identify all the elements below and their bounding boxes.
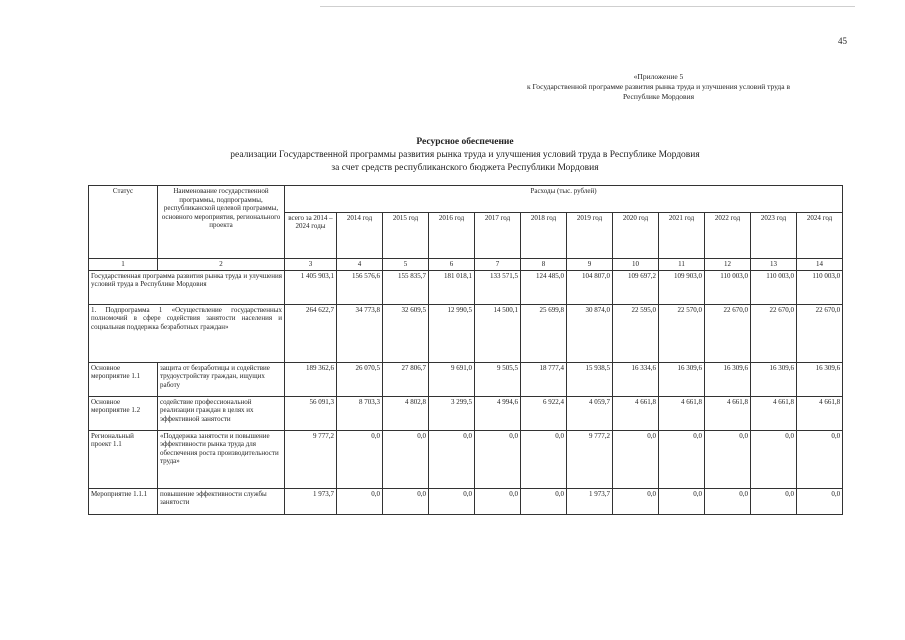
row-value: 8 703,3	[337, 396, 383, 430]
row-value: 4 661,8	[705, 396, 751, 430]
row-value: 22 670,0	[797, 304, 843, 362]
col-number: 5	[383, 259, 429, 271]
header-col-2015: 2015 год	[383, 212, 429, 258]
row-value: 0,0	[521, 488, 567, 514]
row-value: 22 595,0	[613, 304, 659, 362]
row-value: 155 835,7	[383, 270, 429, 304]
row-value: 0,0	[751, 430, 797, 488]
resource-table	[88, 185, 843, 515]
col-number: 10	[613, 259, 659, 271]
row-value: 109 903,0	[659, 270, 705, 304]
row-value: 110 003,0	[705, 270, 751, 304]
title-line-3: за счет средств республиканского бюджета Республики Мордовия	[331, 163, 599, 173]
header-col-2014: 2014 год	[337, 212, 383, 258]
table-row-state-program	[89, 270, 843, 304]
col-number: 7	[475, 259, 521, 271]
row-value: 22 670,0	[705, 304, 751, 362]
row-value: 32 609,5	[383, 304, 429, 362]
table-row	[89, 488, 843, 514]
row-name: «Поддержка занятости и повышение эффективности рынка труда для обеспечения роста производительности труда»	[158, 430, 285, 488]
row-value: 16 334,6	[613, 362, 659, 396]
header-col-2018: 2018 год	[521, 212, 567, 258]
row-value: 264 622,7	[285, 304, 337, 362]
col-number: 3	[285, 259, 337, 271]
appendix-line-1: «Приложение 5	[633, 72, 684, 81]
row-value: 16 309,6	[705, 362, 751, 396]
row-value: 0,0	[705, 430, 751, 488]
row-value: 34 773,8	[337, 304, 383, 362]
row-name: повышение эффективности службы занятости	[158, 488, 285, 514]
header-name: Наименование государственной программы, подпрограммы, республиканской целевой программы, основного мероприятия, регионального проекта	[158, 186, 285, 259]
row-value: 16 309,6	[797, 362, 843, 396]
row-name: 1. Подпрограмма 1 «Осуществление государственных полномочий в сфере содействия занятости населения и социальная поддержка безработных граждан»	[89, 304, 285, 362]
col-number: 2	[158, 259, 285, 271]
row-value: 109 697,2	[613, 270, 659, 304]
page-number: 45	[838, 36, 847, 46]
row-value: 27 806,7	[383, 362, 429, 396]
row-value: 4 994,6	[475, 396, 521, 430]
col-number: 11	[659, 259, 705, 271]
header-col-2017: 2017 год	[475, 212, 521, 258]
header-row-1	[89, 186, 843, 213]
row-value: 0,0	[659, 430, 705, 488]
header-col-2021: 2021 год	[659, 212, 705, 258]
row-value: 0,0	[521, 430, 567, 488]
row-value: 0,0	[705, 488, 751, 514]
document-title	[85, 136, 845, 175]
col-number: 6	[429, 259, 475, 271]
row-value: 18 777,4	[521, 362, 567, 396]
appendix-note	[470, 72, 847, 102]
row-value: 1 973,7	[285, 488, 337, 514]
column-number-row	[89, 259, 843, 271]
row-value: 104 807,0	[567, 270, 613, 304]
row-value: 4 661,8	[797, 396, 843, 430]
row-value: 0,0	[613, 430, 659, 488]
row-value: 22 670,0	[751, 304, 797, 362]
header-col-2023: 2023 год	[751, 212, 797, 258]
row-value: 156 576,6	[337, 270, 383, 304]
row-name: Государственная программа развития рынка труда и улучшения условий труда в Республике Мордовия	[89, 270, 285, 304]
header-col-2020: 2020 год	[613, 212, 659, 258]
row-value: 4 802,8	[383, 396, 429, 430]
row-value: 0,0	[337, 430, 383, 488]
col-number: 13	[751, 259, 797, 271]
row-value: 0,0	[383, 430, 429, 488]
row-value: 124 485,0	[521, 270, 567, 304]
header-col-2022: 2022 год	[705, 212, 751, 258]
row-value: 14 500,1	[475, 304, 521, 362]
row-value: 110 003,0	[751, 270, 797, 304]
row-value: 0,0	[751, 488, 797, 514]
row-value: 26 070,5	[337, 362, 383, 396]
row-value: 0,0	[797, 488, 843, 514]
table-row-subprogram	[89, 304, 843, 362]
row-status: Основное мероприятие 1.1	[89, 362, 158, 396]
header-col-2019: 2019 год	[567, 212, 613, 258]
header-col-2016: 2016 год	[429, 212, 475, 258]
row-value: 189 362,6	[285, 362, 337, 396]
row-value: 0,0	[475, 430, 521, 488]
col-number: 1	[89, 259, 158, 271]
row-value: 1 973,7	[567, 488, 613, 514]
header-col-2024: 2024 год	[797, 212, 843, 258]
row-value: 4 661,8	[613, 396, 659, 430]
col-number: 8	[521, 259, 567, 271]
row-value: 181 018,1	[429, 270, 475, 304]
header-col-total: всего за 2014 – 2024 годы	[285, 212, 337, 258]
title-line-2: реализации Государственной программы развития рынка труда и улучшения условий труда в Республике Мордовия	[230, 150, 700, 160]
row-value: 110 003,0	[797, 270, 843, 304]
row-value: 0,0	[613, 488, 659, 514]
row-value: 4 661,8	[751, 396, 797, 430]
col-number: 14	[797, 259, 843, 271]
row-value: 6 922,4	[521, 396, 567, 430]
row-value: 4 661,8	[659, 396, 705, 430]
row-value: 9 777,2	[285, 430, 337, 488]
row-name: защита от безработицы и содействие трудоустройству граждан, ищущих работу	[158, 362, 285, 396]
row-value: 15 938,5	[567, 362, 613, 396]
row-value: 9 777,2	[567, 430, 613, 488]
row-value: 4 059,7	[567, 396, 613, 430]
row-value: 22 570,0	[659, 304, 705, 362]
row-value: 0,0	[797, 430, 843, 488]
row-value: 133 571,5	[475, 270, 521, 304]
row-value: 56 091,3	[285, 396, 337, 430]
row-value: 0,0	[337, 488, 383, 514]
row-value: 9 691,0	[429, 362, 475, 396]
row-value: 1 405 903,1	[285, 270, 337, 304]
col-number: 12	[705, 259, 751, 271]
row-value: 0,0	[429, 430, 475, 488]
col-number: 9	[567, 259, 613, 271]
row-value: 0,0	[383, 488, 429, 514]
table-row	[89, 396, 843, 430]
row-value: 0,0	[659, 488, 705, 514]
table-row	[89, 430, 843, 488]
header-expenses: Расходы (тыс. рублей)	[285, 186, 843, 213]
row-status: Региональный проект 1.1	[89, 430, 158, 488]
col-number: 4	[337, 259, 383, 271]
row-value: 9 505,5	[475, 362, 521, 396]
appendix-line-2: к Государственной программе развития рынка труда и улучшения условий труда в	[527, 82, 790, 91]
title-main: Ресурсное обеспечение	[416, 137, 514, 147]
row-value: 30 874,0	[567, 304, 613, 362]
row-value: 0,0	[475, 488, 521, 514]
row-value: 16 309,6	[751, 362, 797, 396]
row-status: Мероприятие 1.1.1	[89, 488, 158, 514]
row-status: Основное мероприятие 1.2	[89, 396, 158, 430]
header-status: Статус	[89, 186, 158, 259]
row-value: 3 299,5	[429, 396, 475, 430]
top-rule	[320, 6, 855, 7]
row-value: 0,0	[429, 488, 475, 514]
row-value: 12 990,5	[429, 304, 475, 362]
row-value: 16 309,6	[659, 362, 705, 396]
table-row	[89, 362, 843, 396]
row-name: содействие профессиональной реализации граждан в целях их эффективной занятости	[158, 396, 285, 430]
appendix-line-3: Республике Мордовия	[622, 92, 695, 101]
row-value: 25 699,8	[521, 304, 567, 362]
